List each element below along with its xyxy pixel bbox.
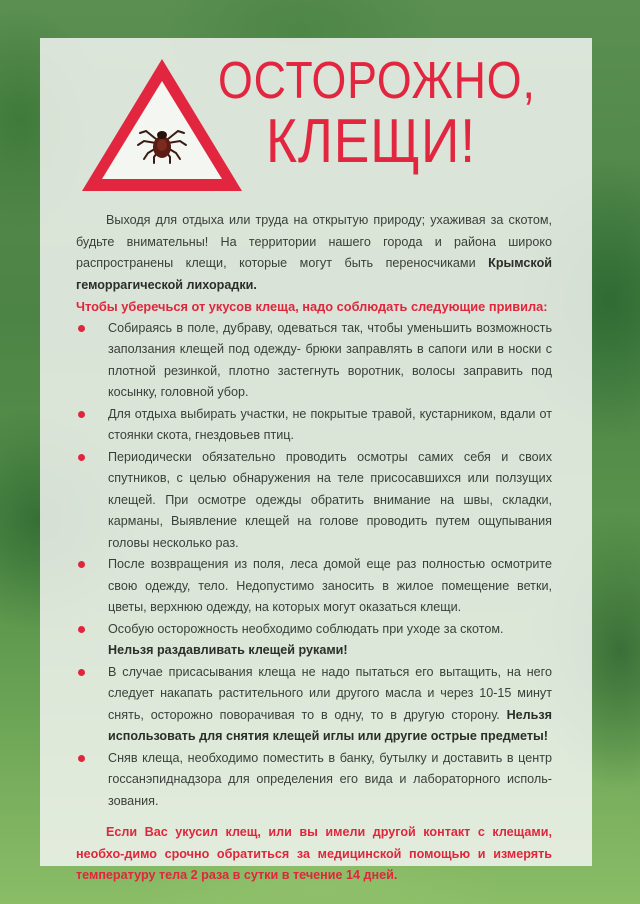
list-item: В случае присасывания клеща не надо пытаться его вытащить, на него следует накапать растительного или другого масла и через 10-15 минут снять, осторожно поворачивая то в одну, то в другую сторону. Нельзя использовать для снятия клещей иглы или другие острые предметы! (76, 662, 552, 748)
rules-list-2 (76, 662, 552, 813)
list-item: Для отдыха выбирать участки, не покрытые травой, кустарником, вдали от стоянки скота, гнездовьев птиц. (76, 404, 552, 447)
list-item: Собираясь в поле, дубраву, одеваться так, чтобы уменьшить возможность заползания клещей под одежду- брюки заправлять в сапоги или в носки с плотной резинкой, плотно застегнуть воротник, волосы заправить под косынку, головной убор. (76, 318, 552, 404)
title-line-1: ОСТОРОЖНО, (218, 52, 536, 110)
bullet-icon (78, 325, 85, 332)
poster-body (76, 210, 552, 887)
rules-list (76, 318, 552, 641)
bullet-icon (78, 454, 85, 461)
bullet-icon (78, 626, 85, 633)
bullet-icon (78, 669, 85, 676)
title-line-2: КЛЕЩИ! (266, 107, 476, 176)
rules-heading: Чтобы уберечься от укусов клеща, надо соблюдать следующие привила: (76, 299, 548, 314)
intro-text: Выходя для отдыха или труда на открытую природу; ухаживая за скотом, будьте внимательны! На территории нашего города и района широко распространены клещи, которые могут быть переносчиками (76, 213, 552, 270)
bullet-icon (78, 411, 85, 418)
page-title (218, 52, 538, 174)
intro-highlight: Крымской геморрагической лихорадки. (76, 256, 553, 292)
final-note: Если Вас укусил клещ, или вы имели другой контакт с клещами, необхо-димо срочно обратиться за медицинской помощью и измерять температуру тела 2 раза в сутки в течение 14 дней. (76, 825, 552, 882)
list-item: Особую осторожность необходимо соблюдать при уходе за скотом. (76, 619, 552, 641)
bullet-icon (78, 755, 85, 762)
intro-paragraph (76, 210, 552, 296)
bullet-icon (78, 561, 85, 568)
crush-warning: Нельзя раздавливать клещей руками! (108, 643, 348, 657)
sharp-objects-warning: Нельзя использовать для снятия клещей иглы или другие острые предметы! (108, 707, 553, 743)
list-item: Сняв клеща, необходимо поместить в банку, бутылку и доставить в центр госсанэпиднадзора для определения его вида и лабораторного исполь-зования. (76, 748, 552, 813)
list-item: Периодически обязательно проводить осмотры самих себя и своих спутников, с целью обнаружения на теле присосавшихся или ползущих клещей. При осмотре одежды обратить внимание на швы, складки, карманы, Выявление клещей на голове проводить путем ощупывания головы несколько раз. (76, 447, 552, 555)
list-item: После возвращения из поля, леса домой еще раз полностью осмотрите свою одежду, тело. Недопустимо заносить в жилое помещение ветки, цветы, верхнюю одежду, на которых могут оказаться клещи. (76, 554, 552, 619)
